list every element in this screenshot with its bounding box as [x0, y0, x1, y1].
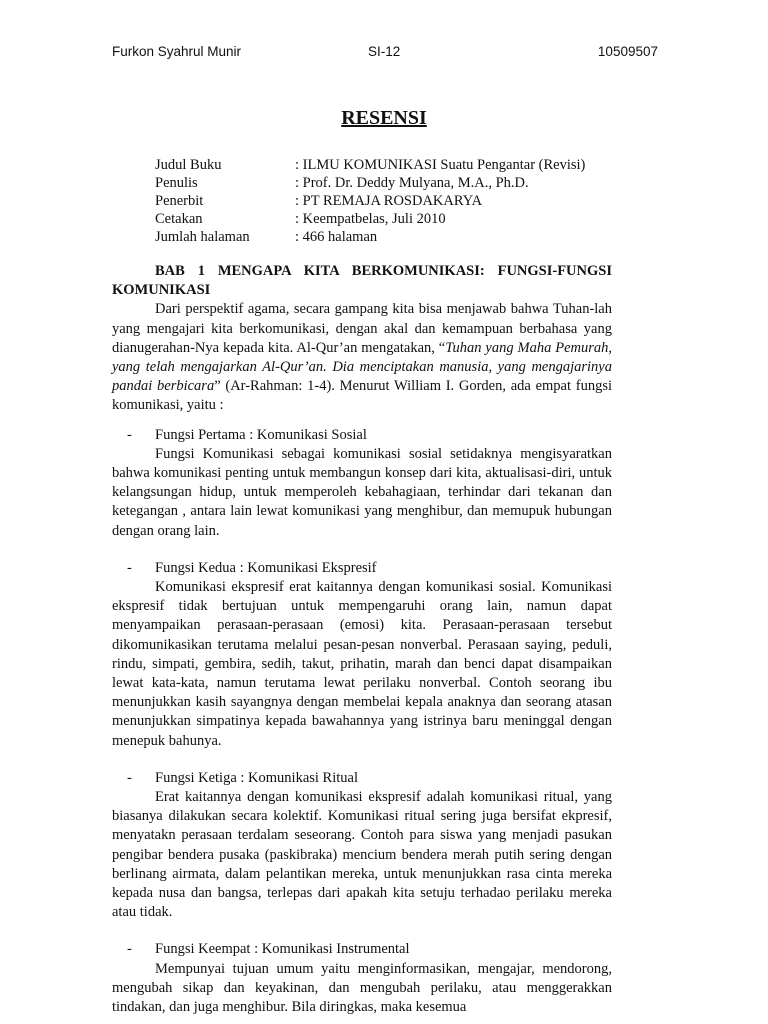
class-code: SI-12 — [368, 44, 401, 59]
book-info-table — [155, 156, 585, 246]
book-info-row — [155, 156, 585, 174]
intro-quote: Tuhan yang Maha Pemurah, yang telah mengajarkan Al-Qur’an. Dia menciptakan manusia, yang mengajarinya pandai berbicara — [112, 339, 613, 395]
book-info-label: Cetakan — [155, 211, 203, 227]
function-item-1-heading — [112, 426, 612, 445]
book-info-label: Penulis — [155, 175, 198, 191]
document-body — [112, 262, 612, 1017]
book-info-row — [155, 210, 585, 228]
book-info-value: : PT REMAJA ROSDAKARYA — [295, 193, 483, 209]
intro-paragraph — [112, 300, 612, 415]
author-name: Furkon Syahrul Munir — [112, 44, 242, 59]
function-paragraph: Mempunyai tujuan umum yaitu menginformasikan, mengajar, mendorong, mengubah sikap dan keyakinan, dan mengubah perilaku, atau menggerakkan tindakan, dan juga menghibur. Bila diringkas, maka kesemua — [112, 960, 612, 1016]
book-info-value: : 466 halaman — [295, 229, 378, 245]
book-info-label: Penerbit — [155, 193, 204, 209]
book-info-label: Jumlah halaman — [155, 229, 250, 245]
function-item-3-heading — [112, 769, 612, 788]
dash-bullet: - — [127, 769, 132, 786]
book-info-label: Judul Buku — [155, 157, 222, 173]
book-info-row — [155, 174, 585, 192]
function-paragraph: Fungsi Komunikasi sebagai komunikasi sosial setidaknya mengisyaratkan bahwa komunikasi penting untuk membangun konsep dari kita, aktualisasi-diri, untuk kelangsungan hidup, untuk memperoleh kebahagiaan, terhindar dari tekanan dan ketegangan , antara lain lewat komunikasi yang menghibur, dan memupuk hubungan dengan orang lain. — [112, 445, 612, 539]
function-title: Fungsi Keempat : Komunikasi Instrumental — [155, 941, 410, 958]
function-item-2-heading — [112, 559, 612, 578]
intro-text-2: ” (Ar-Rahman: 1-4). Menurut William I. Gorden, ada empat fungsi komunikasi, yaitu : — [112, 378, 612, 414]
document-title: RESENSI — [341, 107, 427, 129]
book-info-row — [155, 192, 585, 210]
function-title: Fungsi Pertama : Komunikasi Sosial — [155, 426, 367, 443]
function-item-4-heading — [112, 940, 612, 959]
dash-bullet: - — [127, 559, 132, 576]
function-paragraph: Erat kaitannya dengan komunikasi ekspresif adalah komunikasi ritual, yang biasanya dilakukan secara kolektif. Komunikasi ritual sering juga bersifat ekpresif, menyatakn perasaan terdalam seseorang. Contoh para siswa yang menjadi pasukan pengibar bendera pusaka (paskibraka) mencium bendera merah putih sering dengan berlinang airmata, dalam pelantikan mereka, untuk menunjukkan rasa cinta mereka kepada nusa dan bangsa, terlepas dari apakah kita setuju terhadao perilaku mereka atau tidak. — [112, 789, 612, 921]
book-info-row — [155, 228, 585, 246]
function-paragraph: Komunikasi ekspresif erat kaitannya dengan komunikasi sosial. Komunikasi ekspresif tidak bertujuan untuk mempengaruhi orang lain, namun dapat menyampaikan perasaan-perasaan (emosi) kita. Perasaan-perasaan tersebut dikomunikasikan terutama melalui pesan-pesan nonverbal. Perasaan saying, peduli, rindu, simpati, gembira, sedih, takut, prihatin, marah dan benci dapat disampaikan lewat kata-kata, namun terutama lewat perilaku nonverbal. Contoh seorang ibu menunjukkan kasih sayangnya dengan membelai kepala anaknya dan seorang atasan menunjukkan simpatinya kepada bawahannya yang istrinya baru meninggal dengan menepuk bahunya. — [112, 579, 612, 749]
book-info-value: : Keempatbelas, Juli 2010 — [295, 211, 446, 227]
function-title: Fungsi Ketiga : Komunikasi Ritual — [155, 769, 358, 786]
function-title: Fungsi Kedua : Komunikasi Ekspresif — [155, 559, 377, 576]
dash-bullet: - — [127, 941, 132, 958]
page-header — [112, 44, 658, 64]
student-id: 10509507 — [597, 44, 658, 59]
dash-bullet: - — [127, 426, 132, 443]
book-info-value: : ILMU KOMUNIKASI Suatu Pengantar (Revisi) — [295, 157, 586, 173]
intro-text-1: Dari perspektif agama, secara gampang kita bisa menjawab bahwa Tuhan-lah yang mengajari kita berkomunikasi, dengan akal dan kemampuan berbahasa yang dianugerahan-Nya kepada kita. Al-Qur’an mengatakan, “ — [112, 301, 612, 356]
book-info-value: : Prof. Dr. Deddy Mulyana, M.A., Ph.D. — [295, 175, 529, 191]
chapter-heading: BAB 1 MENGAPA KITA BERKOMUNIKASI: FUNGSI-FUNGSI KOMUNIKASI — [112, 263, 612, 299]
